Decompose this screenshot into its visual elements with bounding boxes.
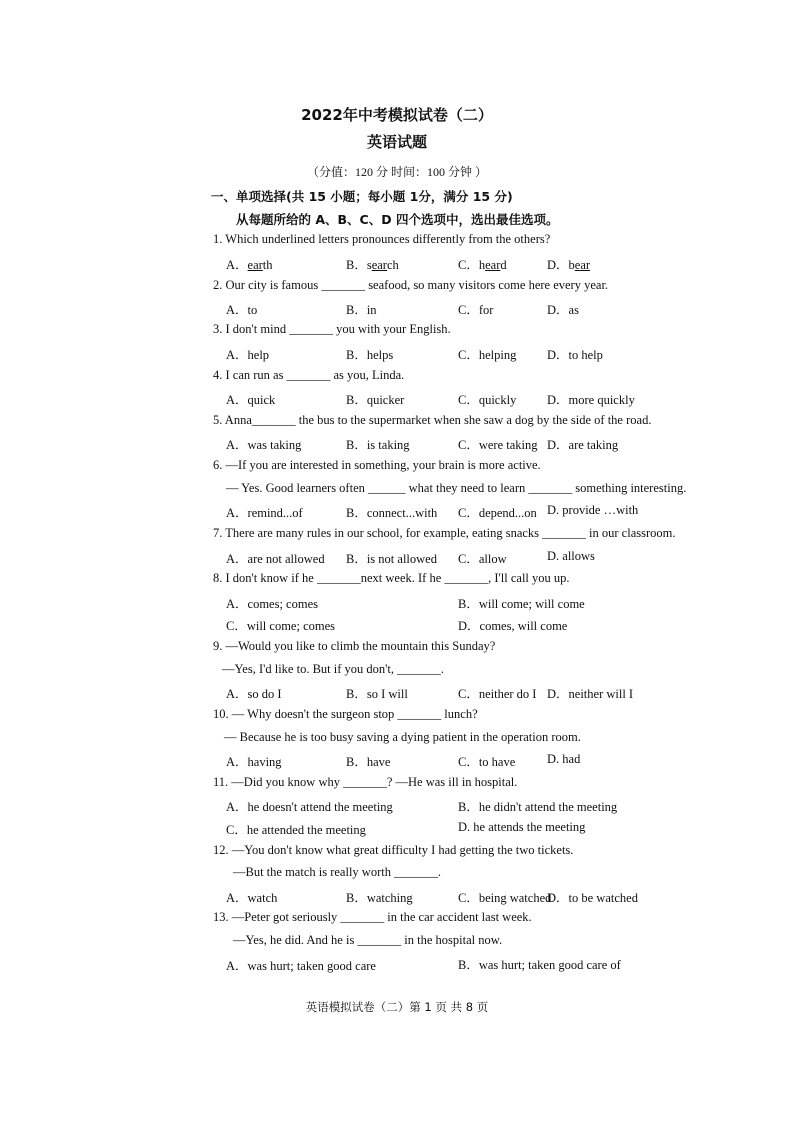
question-3-option-c: C．helping [458,348,517,362]
question-12-stem: 12. —You don't know what great difficulty I had getting the two tickets. [213,843,574,857]
question-9-option-a: A．so do I [226,687,282,701]
question-8-option-b: B．will come; will come [458,597,585,611]
question-4-option-c: C．quickly [458,393,517,407]
question-5-stem: 5. Anna_______ the bus to the supermarket when she saw a dog by the side of the road. [213,413,652,427]
question-9-stem-2: —Yes, I'd like to. But if you don't, _______. [222,662,444,676]
question-7-option-b: B．is not allowed [346,552,437,566]
question-6-option-c: C．depend...on [458,506,537,520]
question-6-stem: 6. —If you are interested in something, your brain is more active. [213,458,541,472]
question-5-option-d: D．are taking [547,438,619,452]
question-10-option-c: C．to have [458,755,516,769]
question-8-stem: 8. I don't know if he _______next week. If he _______, I'll call you up. [213,571,570,585]
underlined-letters: ear [247,258,263,272]
question-11-option-d: D. he attends the meeting [458,820,586,834]
question-10-stem-2: — Because he is too busy saving a dying patient in the operation room. [224,730,581,744]
question-12-stem-2: —But the match is really worth _______. [233,865,441,879]
question-1-option-a [226,255,273,273]
question-1-stem: 1. Which underlined letters pronounces differently from the others? [213,232,551,246]
question-2-stem: 2. Our city is famous _______ seafood, so many visitors come here every year. [213,278,609,292]
question-12-option-c: C．being watched [458,891,552,905]
question-7-option-a: A．are not allowed [226,552,325,566]
page-footer: 英语模拟试卷（二）第 1 页 共 8 页 [305,1000,489,1014]
question-11-stem: 11. —Did you know why _______? —He was ill in hospital. [213,775,518,789]
question-7-stem: 7. There are many rules in our school, for example, eating snacks _______ in our classroom. [213,526,676,540]
question-7-option-c: C．allow [458,552,507,566]
question-10-stem: 10. — Why doesn't the surgeon stop _______ lunch? [213,707,478,721]
question-11-option-b: B．he didn't attend the meeting [458,800,618,814]
question-12-option-b: B．watching [346,891,413,905]
question-2-option-d: D．as [547,303,579,317]
option-prefix: B．s [346,258,372,272]
question-6-option-a: A．remind...of [226,506,303,520]
question-8-option-d: D．comes, will come [458,619,568,633]
question-7-option-d: D. allows [547,549,595,563]
question-11-option-a: A．he doesn't attend the meeting [226,800,393,814]
exam-subtitle: 英语试题 [366,133,427,151]
question-6-stem-2: — Yes. Good learners often ______ what they need to learn _______ something interesting. [226,481,687,495]
question-9-option-d: D．neither will I [547,687,634,701]
question-9-stem: 9. —Would you like to climb the mountain this Sunday? [213,639,496,653]
exam-meta: （分值：120 分 时间：100 分钟 ） [306,165,487,179]
exam-title: 2022年中考模拟试卷（二） [301,106,493,124]
question-6-option-d: D. provide …with [547,503,639,517]
question-5-option-a: A．was taking [226,438,302,452]
question-10-option-a: A．having [226,755,282,769]
question-9-option-c: C．neither do I [458,687,537,701]
question-4-option-a: A．quick [226,393,276,407]
option-prefix: C．h [458,258,486,272]
underlined-letters: ear [574,258,591,272]
option-suffix: d [500,258,507,272]
question-5-option-c: C．were taking [458,438,538,452]
question-4-option-d: D．more quickly [547,393,635,407]
option-prefix: D．b [547,258,575,272]
option-prefix: A． [226,258,248,272]
question-2-option-a: A．to [226,303,258,317]
question-10-option-d: D. had [547,752,581,766]
question-8-option-a: A．comes; comes [226,597,318,611]
section-title: 一、单项选择(共 15 小题；每小题 1分，满分 15 分) [211,189,513,204]
option-suffix: ch [386,258,399,272]
question-4-option-b: B．quicker [346,393,405,407]
question-1-option-d [547,255,590,273]
question-13-stem: 13. —Peter got seriously _______ in the car accident last week. [213,910,532,924]
option-suffix: th [262,258,273,272]
question-3-option-a: A．help [226,348,270,362]
question-13-option-a: A．was hurt; taken good care [226,959,376,973]
question-12-option-a: A．watch [226,891,278,905]
question-13-stem-2: —Yes, he did. And he is _______ in the hospital now. [233,933,503,947]
question-1-option-b [346,255,399,273]
question-9-option-b: B．so I will [346,687,408,701]
section-instruction: 从每题所给的 A、B、C、D 四个选项中，选出最佳选项。 [236,212,559,227]
question-11-option-c: C．he attended the meeting [226,823,366,837]
question-3-option-d: D．to help [547,348,603,362]
question-12-option-d: D．to be watched [547,891,638,905]
question-2-option-c: C．for [458,303,494,317]
question-8-option-c: C．will come; comes [226,619,336,633]
question-3-stem: 3. I don't mind _______ you with your English. [213,322,451,336]
question-1-option-c [458,255,507,273]
underlined-letters: ear [485,258,501,272]
question-6-option-b: B．connect...with [346,506,438,520]
underlined-letters: ear [371,258,387,272]
question-4-stem: 4. I can run as _______ as you, Linda. [213,368,405,382]
question-10-option-b: B．have [346,755,391,769]
question-13-option-b: B．was hurt; taken good care of [458,958,621,972]
question-3-option-b: B．helps [346,348,394,362]
question-2-option-b: B．in [346,303,377,317]
question-5-option-b: B．is taking [346,438,410,452]
